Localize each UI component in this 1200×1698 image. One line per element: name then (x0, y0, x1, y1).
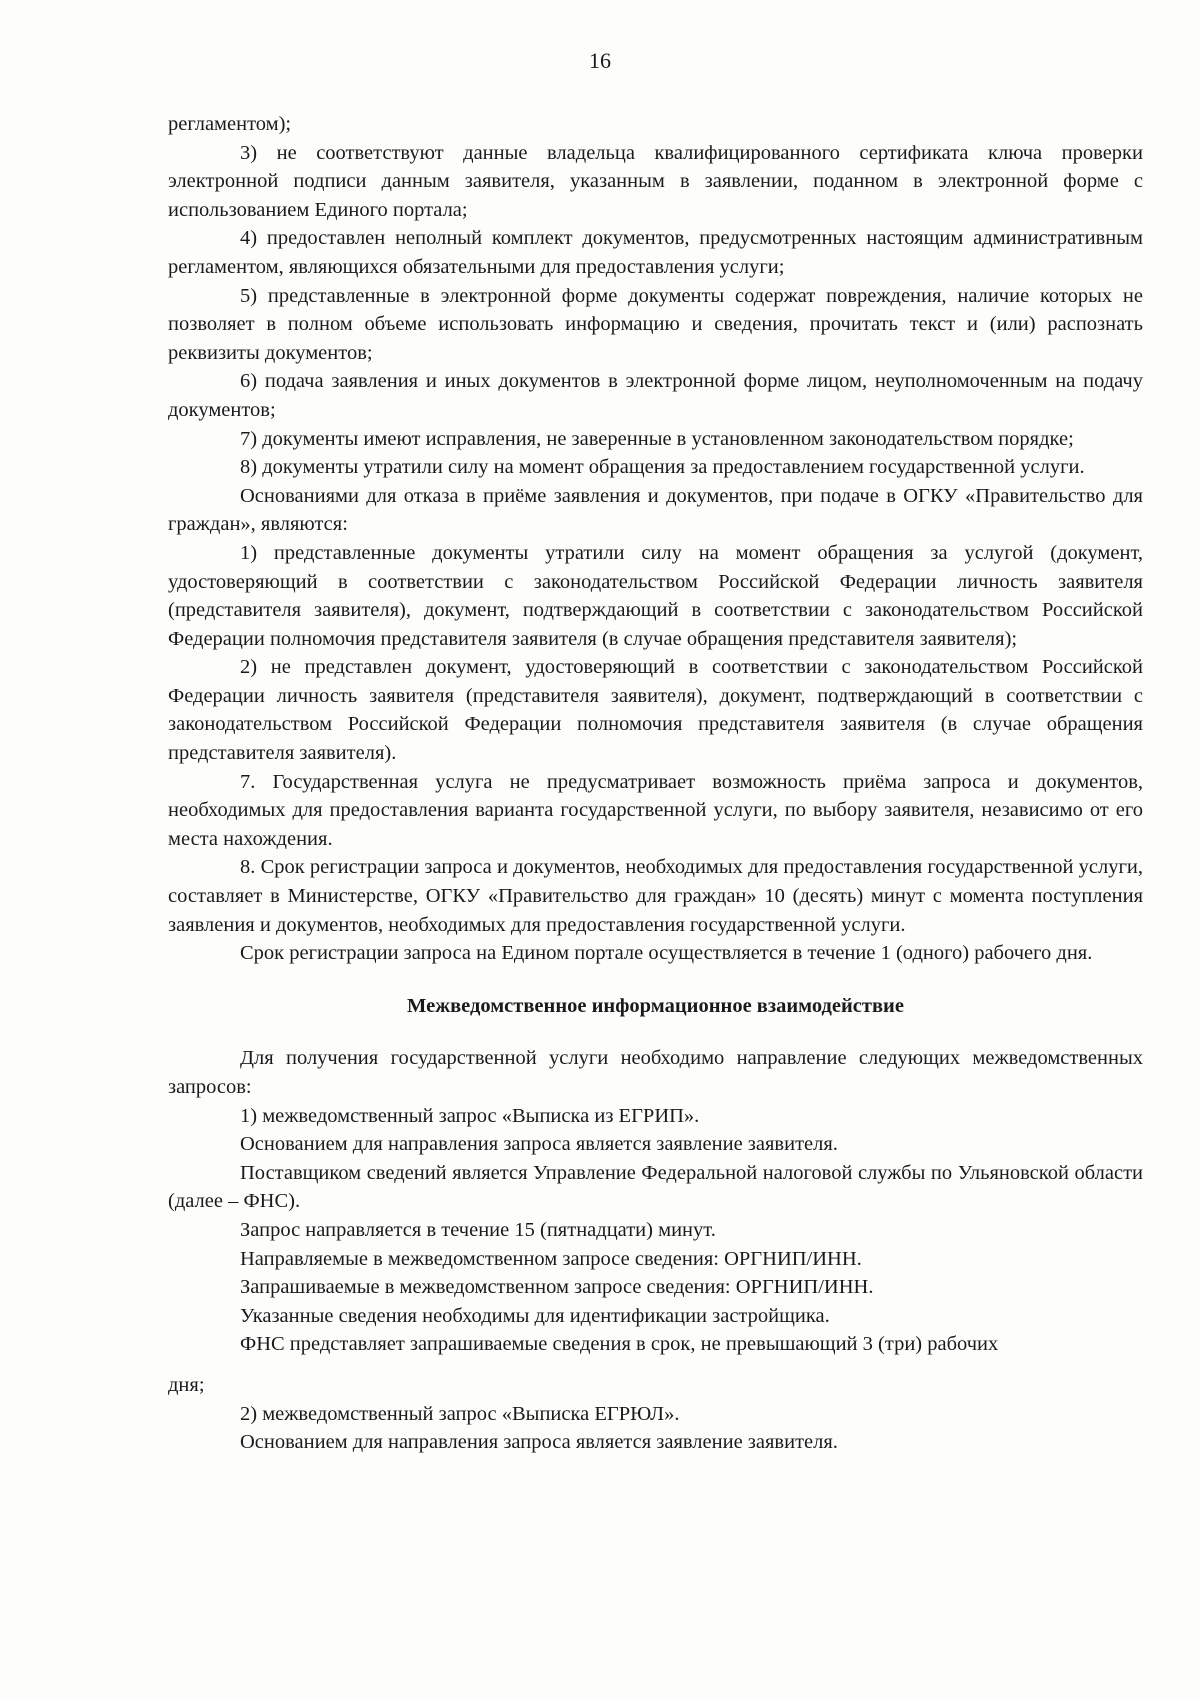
paragraph-request-2: 2) межведомственный запрос «Выписка ЕГРЮЛ». (240, 1402, 680, 1425)
paragraph-item-7: 7) документы имеют исправления, не заверенные в установленном законодательством порядке; (240, 427, 1074, 450)
paragraph-item-6: 6) подача заявления и иных документов в электронной форме лицом, неуполномоченным на подачу документов; (168, 370, 1143, 421)
paragraph-request-time: Запрос направляется в течение 15 (пятнадцати) минут. (240, 1218, 716, 1241)
paragraph-fns-term: ФНС представляет запрашиваемые сведения в срок, не превышающий 3 (три) рабочих (240, 1333, 999, 1356)
paragraph-data-purpose: Указанные сведения необходимы для идентификации застройщика. (240, 1304, 830, 1327)
paragraph-continuation: регламентом); (168, 113, 292, 135)
paragraph-provider: Поставщиком сведений является Управление Федеральной налоговой службы по Ульяновской области (далее – ФНС). (168, 1161, 1143, 1213)
paragraph-request-basis: Основанием для направления запроса является заявление заявителя. (240, 1133, 838, 1156)
paragraph-item-4: 4) предоставлен неполный комплект документов, предусмотренных настоящим административным регламентом, являющихся обязательными для предоставления услуги; (168, 227, 1143, 278)
paragraph-refusal-item-2: 2) не представлен документ, удостоверяющий в соответствии с законодательством Российской Федерации личность заявителя (представителя заявителя), документ, подтверждающий в соответствии с законодательством Российской Федерации полномочия представителя заявителя (в случае обращения представителя заявителя). (168, 656, 1143, 765)
paragraph-request-2-basis: Основанием для направления запроса является заявление заявителя. (240, 1431, 838, 1454)
paragraph-registration-term: Срок регистрации запроса на Едином портале осуществляется в течение 1 (одного) рабочего дня. (240, 942, 1093, 965)
paragraph-item-8: 8) документы утратили силу на момент обращения за предоставлением государственной услуги. (240, 456, 1085, 479)
paragraph-item-3: 3) не соответствуют данные владельца квалифицированного сертификата ключа проверки электронной подписи данным заявителя, указанным в заявлении, поданном в электронной форме с использованием Единого портала; (168, 141, 1143, 221)
paragraph-interagency-intro: Для получения государственной услуги необходимо направление следующих межведомственных запросов: (168, 1047, 1143, 1098)
section-heading: Межведомственное информационное взаимодействие (407, 994, 904, 1017)
paragraph-refusal-item-1: 1) представленные документы утратили силу на момент обращения за услугой (документ, удостоверяющий в соответствии с законодательством Российской Федерации личность заявителя (представителя заявителя), документ, подтверждающий в соответствии с законодательством Российской Федерации полномочия представителя заявителя (в случае обращения представителя заявителя); (168, 541, 1143, 650)
paragraph-request-1: 1) межведомственный запрос «Выписка из ЕГРИП». (240, 1104, 700, 1127)
paragraph-requested-data: Запрашиваемые в межведомственном запросе сведения: ОРГНИП/ИНН. (240, 1276, 874, 1299)
paragraph-item-5: 5) представленные в электронной форме документы содержат повреждения, наличие которых не позволяет в полном объеме использовать информацию и сведения, прочитать текст и (или) распознать реквизиты документов; (168, 284, 1143, 364)
paragraph-fns-term-end: дня; (168, 1373, 205, 1396)
paragraph-sent-data: Направляемые в межведомственном запросе сведения: ОРГНИП/ИНН. (240, 1247, 862, 1270)
paragraph-refusal-grounds: Основаниями для отказа в приёме заявления и документов, при подаче в ОГКУ «Правительство для граждан», являются: (168, 484, 1143, 536)
page-number: 16 (589, 48, 611, 73)
paragraph-section-8: 8. Срок регистрации запроса и документов, необходимых для предоставления государственной услуги, составляет в Министерстве, ОГКУ «Правительство для граждан» 10 (десять) минут с момента поступления заявления и документов, необходимых для предоставления государственной услуги. (168, 856, 1143, 936)
paragraph-section-7: 7. Государственная услуга не предусматривает возможность приёма запроса и документов, необходимых для предоставления варианта государственной услуги, по выбору заявителя, независимо от его места нахождения. (168, 770, 1143, 850)
document-body (168, 110, 1143, 1457)
